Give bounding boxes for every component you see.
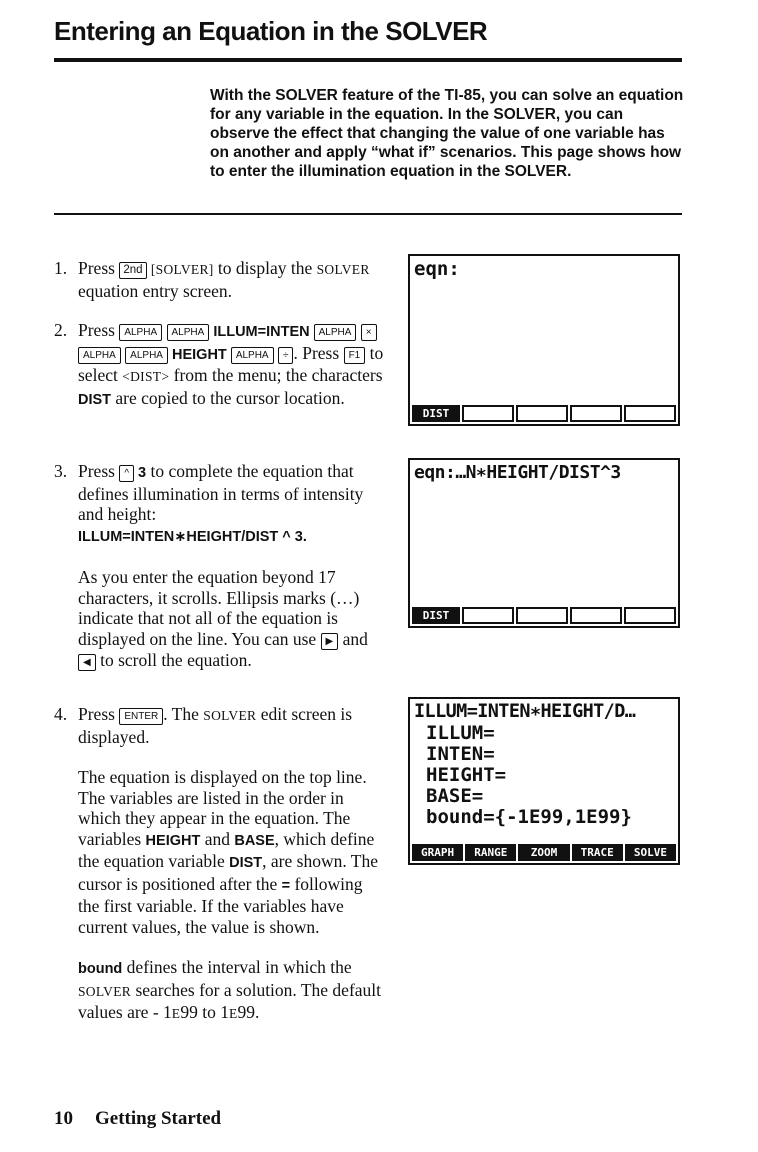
step-text: equation entry screen. bbox=[78, 280, 233, 301]
screen-line: eqn: bbox=[414, 258, 460, 280]
step-text: Press bbox=[78, 704, 120, 724]
keyword-3: 3 bbox=[134, 465, 147, 481]
menu-item-range: RANGE bbox=[465, 844, 516, 861]
solver-ref: SOLVER bbox=[316, 262, 370, 277]
key-alpha: ALPHA bbox=[119, 324, 162, 341]
key-alpha: ALPHA bbox=[231, 347, 274, 364]
key-enter: ENTER bbox=[119, 708, 163, 725]
step-text: to complete the equation that defines illumination in terms of intensity and height: bbox=[78, 461, 364, 524]
menu-item-empty bbox=[516, 607, 568, 624]
key-alpha: ALPHA bbox=[125, 347, 168, 364]
key-right-arrow: ▶ bbox=[321, 633, 339, 650]
key-multiply: × bbox=[361, 324, 377, 341]
keyword-dist: DIST bbox=[78, 391, 112, 408]
exponent-e: E bbox=[171, 1006, 181, 1021]
calculator-screen-equation-scrolled bbox=[408, 458, 680, 628]
screen-line: bound={-1E99,1E99} bbox=[426, 806, 632, 828]
calculator-screen-equation-entry bbox=[408, 254, 680, 426]
step-text: 99 to 1 bbox=[180, 1002, 229, 1022]
menu-item-empty bbox=[624, 607, 676, 624]
menu-item-empty bbox=[570, 405, 622, 422]
menu-item-empty bbox=[462, 607, 514, 624]
step-4 bbox=[54, 704, 384, 1025]
keyword-bound: bound bbox=[78, 961, 123, 977]
intro-paragraph: With the SOLVER feature of the TI-85, you can solve an equation for any variable in the equation. In the SOLVER, you can observe the effect that changing the value of one variable has on another and apply “what if” scenarios. This page shows how to enter the illumination equation in the SOLVER. bbox=[210, 87, 684, 180]
step-text: , are shown. The cursor is positioned after the bbox=[78, 851, 378, 894]
keyword-dist: DIST bbox=[229, 855, 263, 871]
step-number: 4. bbox=[54, 704, 68, 724]
screen-line: INTEN= bbox=[426, 743, 495, 765]
screen-line: BASE= bbox=[426, 785, 484, 807]
menu-item-dist: DIST bbox=[412, 607, 460, 624]
step-2 bbox=[54, 320, 384, 410]
solver-ref: SOLVER bbox=[78, 983, 132, 999]
step-text: to select bbox=[78, 342, 384, 385]
step-text: , which define the equation variable bbox=[78, 828, 375, 871]
menu-item-dist: DIST bbox=[412, 405, 460, 422]
step-text: Press bbox=[78, 461, 120, 481]
keyword-height: HEIGHT bbox=[167, 346, 231, 363]
key-divide: ÷ bbox=[278, 347, 294, 364]
keyword-equals: = bbox=[281, 877, 291, 894]
step-text: are copied to the cursor location. bbox=[111, 387, 345, 408]
step-text: . Press bbox=[293, 342, 344, 363]
keyword-illum-inten: ILLUM=INTEN bbox=[209, 324, 314, 340]
calculator-screen-solver-edit bbox=[408, 697, 680, 865]
key-2nd: 2nd bbox=[119, 262, 146, 279]
step-text: from the menu; the characters bbox=[169, 365, 383, 385]
menu-item-graph: GRAPH bbox=[412, 844, 463, 861]
step-text: The equation is displayed on the top line. The variables are listed in the order in which they appear in the equation. The variables bbox=[78, 767, 367, 849]
key-caret: ^ bbox=[119, 465, 134, 482]
solver-ref: SOLVER bbox=[203, 708, 257, 723]
illumination-equation: ILLUM=INTEN∗HEIGHT/DIST ^ 3. bbox=[78, 528, 307, 545]
screen-line: ILLUM=INTEN∗HEIGHT/D… bbox=[414, 701, 636, 722]
menu-item-solve: SOLVE bbox=[625, 844, 676, 861]
menu-item-trace: TRACE bbox=[572, 844, 623, 861]
key-alpha: ALPHA bbox=[167, 324, 210, 341]
step-text: edit screen is displayed. bbox=[78, 704, 353, 747]
screen-menu-bar bbox=[412, 405, 676, 422]
title-rule bbox=[54, 58, 682, 62]
step-text: 99. bbox=[237, 1002, 260, 1022]
intro-rule bbox=[54, 213, 682, 215]
page-title: Entering an Equation in the SOLVER bbox=[54, 16, 488, 46]
step-text: defines the interval in which the bbox=[122, 957, 352, 977]
menu-item-empty bbox=[516, 405, 568, 422]
menu-item-ref: <DIST> bbox=[122, 369, 170, 384]
screen-line: HEIGHT= bbox=[426, 764, 507, 786]
step-text: As you enter the equation beyond 17 characters, it scrolls. Ellipsis marks (…) indicate that not all of the equation is displayed on the line. You can use bbox=[78, 567, 360, 649]
step-text: searches for a solution. The default values are - 1 bbox=[78, 979, 382, 1022]
menu-item-empty bbox=[462, 405, 514, 422]
key-left-arrow: ◀ bbox=[78, 654, 96, 671]
step-text: following the first variable. If the variables have current values, the value is shown. bbox=[78, 873, 363, 937]
step-number: 3. bbox=[54, 461, 68, 481]
exponent-e: E bbox=[228, 1006, 238, 1021]
key-alpha: ALPHA bbox=[314, 324, 357, 341]
menu-item-zoom: ZOOM bbox=[518, 844, 569, 861]
solver-ref: [SOLVER] bbox=[150, 262, 214, 277]
screen-menu-bar bbox=[412, 607, 676, 624]
step-text: to scroll the equation. bbox=[95, 649, 252, 670]
step-text: Press bbox=[78, 258, 120, 278]
menu-item-empty bbox=[570, 607, 622, 624]
page-number: 10 bbox=[54, 1108, 73, 1129]
step-number: 2. bbox=[54, 320, 68, 340]
screen-line: eqn:…N∗HEIGHT/DIST^3 bbox=[414, 462, 621, 483]
key-f1: F1 bbox=[344, 347, 366, 364]
step-text: and bbox=[200, 828, 235, 849]
page-footer bbox=[54, 1108, 221, 1130]
key-alpha: ALPHA bbox=[78, 347, 121, 364]
step-text: . The bbox=[163, 704, 204, 724]
keyword-height: HEIGHT bbox=[145, 832, 201, 849]
screen-menu-bar bbox=[412, 844, 676, 861]
screen-line: ILLUM= bbox=[426, 722, 495, 744]
step-3 bbox=[54, 461, 384, 671]
step-number: 1. bbox=[54, 258, 68, 278]
menu-item-empty bbox=[624, 405, 676, 422]
step-1 bbox=[54, 258, 384, 301]
section-name: Getting Started bbox=[95, 1108, 222, 1129]
step-text: and bbox=[338, 628, 368, 649]
keyword-base: BASE bbox=[234, 832, 275, 849]
step-text: Press bbox=[78, 320, 120, 340]
step-text: to display the bbox=[213, 258, 317, 278]
